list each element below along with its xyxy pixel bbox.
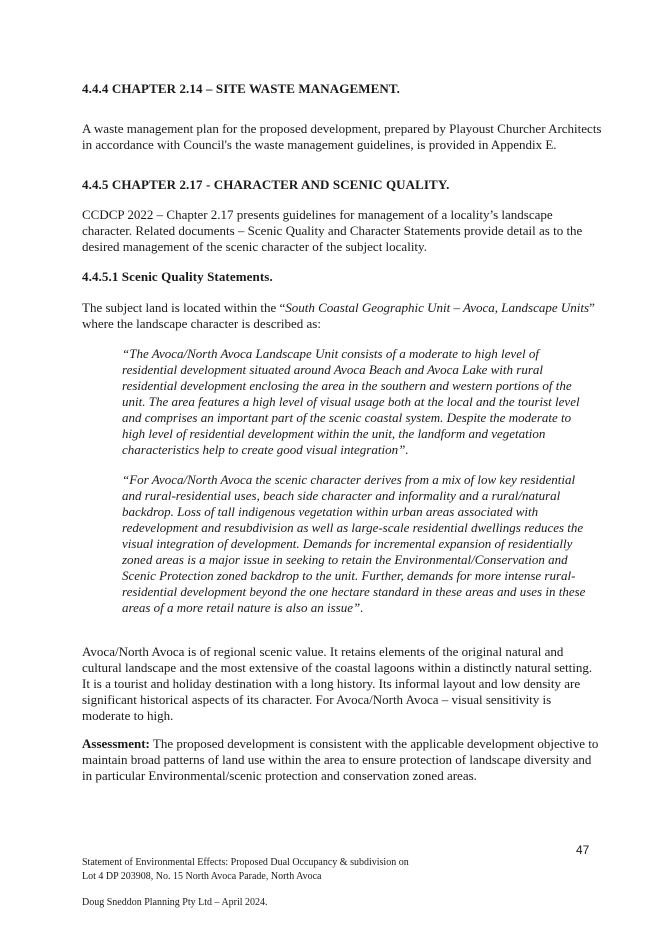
footer-line-2: Lot 4 DP 203908, No. 15 North Avoca Parade, North Avoca	[82, 871, 322, 882]
paragraph-waste-management: A waste management plan for the proposed development, prepared by Playoust Churcher Architects in accordance with Council's the waste management guidelines, is provided in Appendix E.	[82, 121, 602, 152]
assessment-label: Assessment:	[82, 736, 150, 751]
subject-land-text-end: ” where the landscape character is described as:	[82, 300, 595, 331]
paragraph-ccdcp: CCDCP 2022 – Chapter 2.17 presents guidelines for management of a locality’s landscape character. Related documents – Scenic Quality and Character Statements provide detail as to the desired management of the scenic character of the subject locality.	[82, 207, 583, 254]
paragraph-subject-land	[82, 300, 602, 332]
subject-land-unit-name: South Coastal Geographic Unit – Avoca, Landscape Units	[285, 300, 590, 315]
quote-landscape-unit: “The Avoca/North Avoca Landscape Unit consists of a moderate to high level of residential development situated around Avoca Beach and Avoca Lake with rural residential development enclosing the area in the southern and western portions of the unit. The area features a high level of visual usage both at the local and the tourist level and comprises an important part of the scenic coastal system. Despite the moderate to high level of residential development within the unit, the landform and vegetation characteristics help to create good visual integration”.	[122, 346, 580, 457]
assessment-text: The proposed development is consistent with the applicable development objective to maintain broad patterns of land use within the area to ensure protection of landscape diversity and in particular Environmental/scenic protection and conservation zoned areas.	[82, 736, 599, 783]
subject-land-text-start: The subject land is located within the “	[82, 300, 286, 315]
paragraph-assessment	[82, 736, 602, 784]
section-heading-4-4-4: 4.4.4 CHAPTER 2.14 – SITE WASTE MANAGEMENT.	[82, 81, 401, 96]
page-number: 47	[576, 843, 590, 857]
footer-line-1: Statement of Environmental Effects: Proposed Dual Occupancy & subdivision on	[82, 857, 409, 868]
quote-scenic-character: “For Avoca/North Avoca the scenic character derives from a mix of low key residential and rural-residential uses, beach side character and informality and a rural/natural backdrop. Loss of tall indigenous vegetation within urban areas associated with redevelopment and resubdivision as well as large-scale residential dwellings reduces the visual integration of development. Demands for incremental expansion of residentially zoned areas is a major issue in seeking to retain the Environmental/Conservation and Scenic Protection zoned backdrop to the unit. Further, demands for more intense rural-residential development beyond the one hectare standard in these areas and uses in these areas of a more retail nature is also an issue”.	[122, 472, 586, 615]
section-heading-4-4-5: 4.4.5 CHAPTER 2.17 - CHARACTER AND SCENIC QUALITY.	[82, 177, 450, 192]
paragraph-regional-scenic-value: Avoca/North Avoca is of regional scenic value. It retains elements of the original natural and cultural landscape and the most extensive of the coastal lagoons within a distinctly natural setting. It is a tourist and holiday destination with a long history. Its informal layout and low density are significant historical aspects of its character. For Avoca/North Avoca – visual sensitivity is moderate to high.	[82, 644, 593, 723]
footer-line-3: Doug Sneddon Planning Pty Ltd – April 2024.	[82, 897, 268, 908]
section-heading-4-4-5-1: 4.4.5.1 Scenic Quality Statements.	[82, 269, 273, 284]
